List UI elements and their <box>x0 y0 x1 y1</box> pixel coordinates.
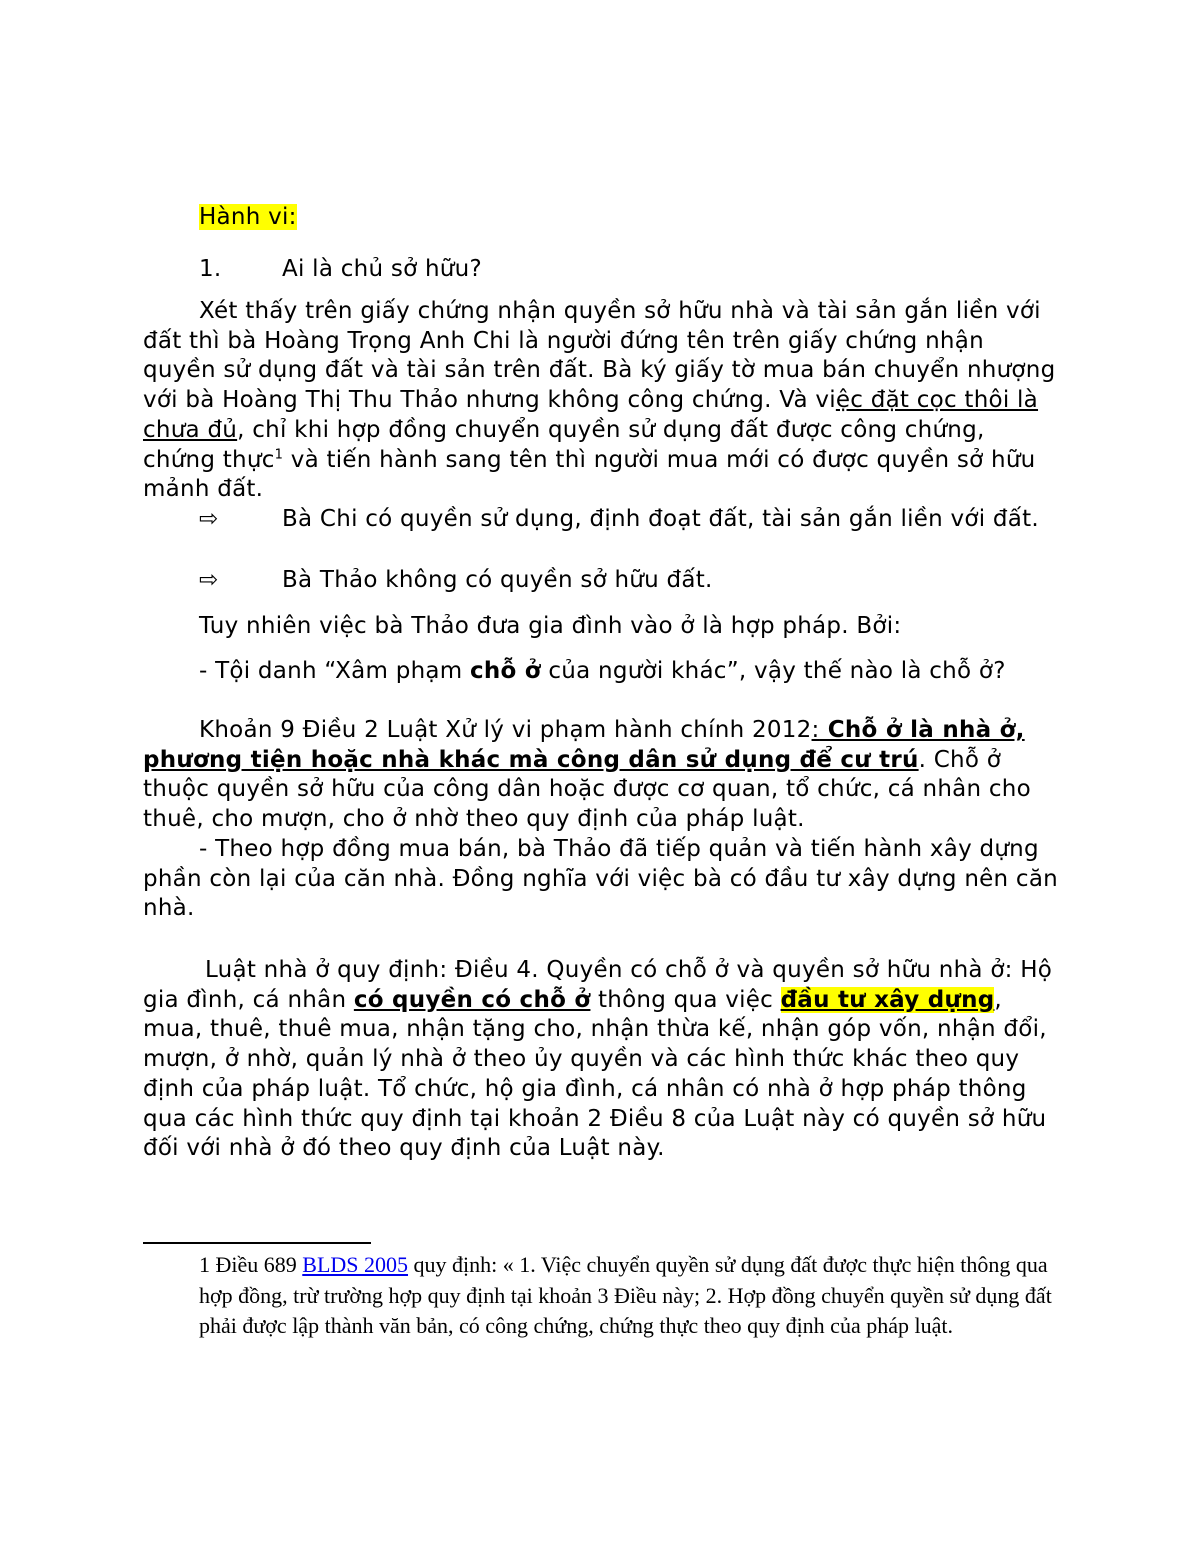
blds-link[interactable]: BLDS 2005 <box>302 1252 409 1277</box>
para1-text-c: và tiến hành sang tên thì người mua mới có được quyền sở hữu mảnh đất. <box>143 446 1036 503</box>
arrow-right-icon: ⇨ <box>199 506 219 532</box>
paragraph-ownership <box>143 297 1063 505</box>
bullet2-text: - Theo hợp đồng mua bán, bà Thảo đã tiếp quản và tiến hành xây dựng phần còn lại của căn nhà. Đồng nghĩa với việc bà có đầu tư xây dựng nên căn nhà. <box>143 836 1058 922</box>
arrow-right-icon: ⇨ <box>199 567 219 593</box>
housing-law-paragraph <box>143 956 1063 1164</box>
heading-highlight: Hành vi: <box>199 204 297 230</box>
question-item <box>143 255 1119 285</box>
para1-underlined: ệc đặt cọc thôi là chưa đủ <box>143 387 1039 443</box>
clause9-paragraph <box>143 716 1063 835</box>
para1-text-b: , chỉ khi hợp đồng chuyển quyền sử dụng đất được công chứng, chứng thực <box>143 416 985 473</box>
bullet-crime <box>143 657 1063 687</box>
question-text: Ai là chủ sở hữu? <box>282 256 482 282</box>
bullet1-bold: chỗ ở <box>469 658 541 684</box>
bullet-contract <box>143 835 1063 924</box>
housing-text-a: Luật nhà ở quy định: Điều 4. Quyền có chỗ ở và quyền sở hữu nhà ở: Hộ gia đình, cá nhân <box>143 957 1053 1013</box>
footnote-text-a: Điều 689 <box>210 1252 303 1277</box>
clause9-text-a: Khoản 9 Điều 2 Luật Xử lý vi phạm hành chính 2012 <box>199 717 812 743</box>
clause9-text-b: . Chỗ ở thuộc quyền sở hữu của công dân hoặc được cơ quan, tổ chức, cá nhân cho thuê, cho mượn, cho ở nhờ theo quy định của pháp luật. <box>143 746 1031 833</box>
conclusion-text: Bà Thảo không có quyền sở hữu đất. <box>282 567 713 593</box>
housing-text-c: , mua, thuê, thuê mua, nhận tặng cho, nhận thừa kế, nhận góp vốn, nhận đổi, mượn, ở nhờ, quản lý nhà ở theo ủy quyền và các hình thức khác theo quy định của pháp luật. Tổ chức, hộ gia đình, cá nhân có nhà ở hợp pháp thông qua các hình thức quy định tại khoản 2 Điều 8 của Luật này có quyền sở hữu đối với nhà ở đó theo quy định của Luật này. <box>143 986 1047 1162</box>
housing-highlight: đầu tư xây dựng <box>780 986 995 1013</box>
clause9-colon: : <box>811 717 820 743</box>
housing-text-b: thông qua việc <box>590 986 781 1013</box>
para1-text-a: Xét thấy trên giấy chứng nhận quyền sở hữu nhà và tài sản gắn liền với đất thì bà Hoàng Trọng Anh Chi là người đứng tên trên giấy chứng nhận quyền sử dụng đất và tài sản trên đất. Bà ký giấy tờ mua bán chuyển nhượng với bà Hoàng Thị Thu Thảo nhưng không công chứng. Và vi <box>143 298 1056 414</box>
footnote-separator <box>143 1242 371 1244</box>
conclusion-item <box>143 505 1063 535</box>
conclusion-text: Bà Chi có quyền sử dụng, định đoạt đất, tài sản gắn liền với đất. <box>282 506 1039 532</box>
bullet1-text-a: - Tội danh “Xâm phạm <box>199 658 470 684</box>
housing-bold-underlined: có quyền có chỗ ở <box>353 986 591 1013</box>
however-paragraph: Tuy nhiên việc bà Thảo đưa gia đình vào ở là hợp pháp. Bởi: <box>199 613 902 639</box>
footnote-reference[interactable]: 1 <box>274 446 284 462</box>
footnote-number: 1 <box>199 1252 210 1277</box>
conclusion-item <box>143 566 1063 596</box>
clause9-definition: Chỗ ở là nhà ở, phương tiện hoặc nhà khác mà công dân sử dụng để cư trú <box>143 717 1025 773</box>
question-number: 1. <box>199 256 222 282</box>
footnote-text-b: quy định: « 1. Việc chuyển quyền sử dụng đất được thực hiện thông qua hợp đồng, trừ trường hợp quy định tại khoản 3 Điều này; 2. Hợp đồng chuyển quyền sử dụng đất phải được lập thành văn bản, có công chứng, chứng thực theo quy định của pháp luật. <box>199 1252 1052 1338</box>
bullet1-text-b: của người khác”, vậy thế nào là chỗ ở? <box>540 658 1006 684</box>
footnote <box>143 1250 1063 1342</box>
section-heading <box>143 203 1119 233</box>
